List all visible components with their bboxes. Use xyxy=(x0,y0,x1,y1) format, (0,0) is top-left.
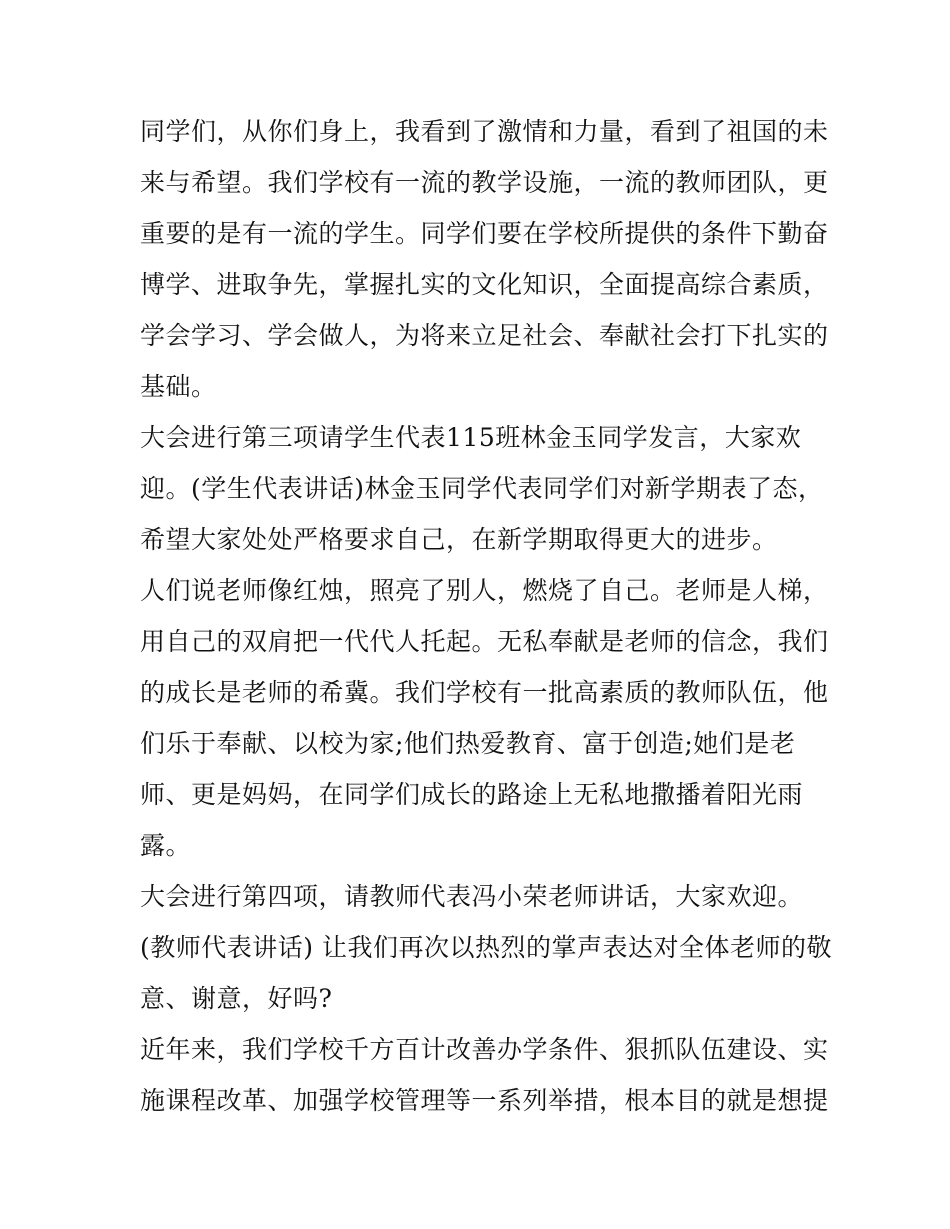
text-line: 同学们，从你们身上，我看到了激情和力量，看到了祖国的未 xyxy=(140,117,829,146)
text-line: 大会进行第三项请学生代表115班林金玉同学发言，大家欢 xyxy=(140,423,802,452)
text-line: 用自己的双肩把一代代人托起。无私奉献是老师的信念，我们 xyxy=(140,627,829,656)
text-line: 意、谢意，好吗? xyxy=(140,984,333,1013)
text-line: 的成长是老师的希冀。我们学校有一批高素质的教师队伍，他 xyxy=(140,678,829,707)
document-body xyxy=(140,106,830,1126)
text-line: 们乐于奉献、以校为家;他们热爱教育、富于创造;她们是老 xyxy=(140,729,796,758)
text-line: 重要的是有一流的学生。同学们要在学校所提供的条件下勤奋 xyxy=(140,219,829,248)
text-line: 基础。 xyxy=(140,372,217,401)
text-line: 学会学习、学会做人，为将来立足社会、奉献社会打下扎实的 xyxy=(140,321,829,350)
text-line: 近年来，我们学校千方百计改善办学条件、狠抓队伍建设、实 xyxy=(140,1035,829,1064)
text-line: 来与希望。我们学校有一流的教学设施，一流的教师团队，更 xyxy=(140,168,829,197)
text-line: 博学、进取争先，掌握扎实的文化知识，全面提高综合素质， xyxy=(140,270,829,299)
text-line: 人们说老师像红烛，照亮了别人，燃烧了自己。老师是人梯， xyxy=(140,576,829,605)
text-line: 大会进行第四项，请教师代表冯小荣老师讲话，大家欢迎。 xyxy=(140,882,804,911)
text-line: 施课程改革、加强学校管理等一系列举措，根本目的就是想提 xyxy=(140,1086,829,1115)
text-line: 师、更是妈妈，在同学们成长的路途上无私地撒播着阳光雨 xyxy=(140,780,804,809)
text-line: 希望大家处处严格要求自己，在新学期取得更大的进步。 xyxy=(140,525,778,554)
text-line: (教师代表讲话) 让我们再次以热烈的掌声表达对全体老师的敬 xyxy=(140,933,832,962)
text-line: 露。 xyxy=(140,831,192,860)
text-line: 迎。(学生代表讲话)林金玉同学代表同学们对新学期表了态， xyxy=(140,474,824,503)
